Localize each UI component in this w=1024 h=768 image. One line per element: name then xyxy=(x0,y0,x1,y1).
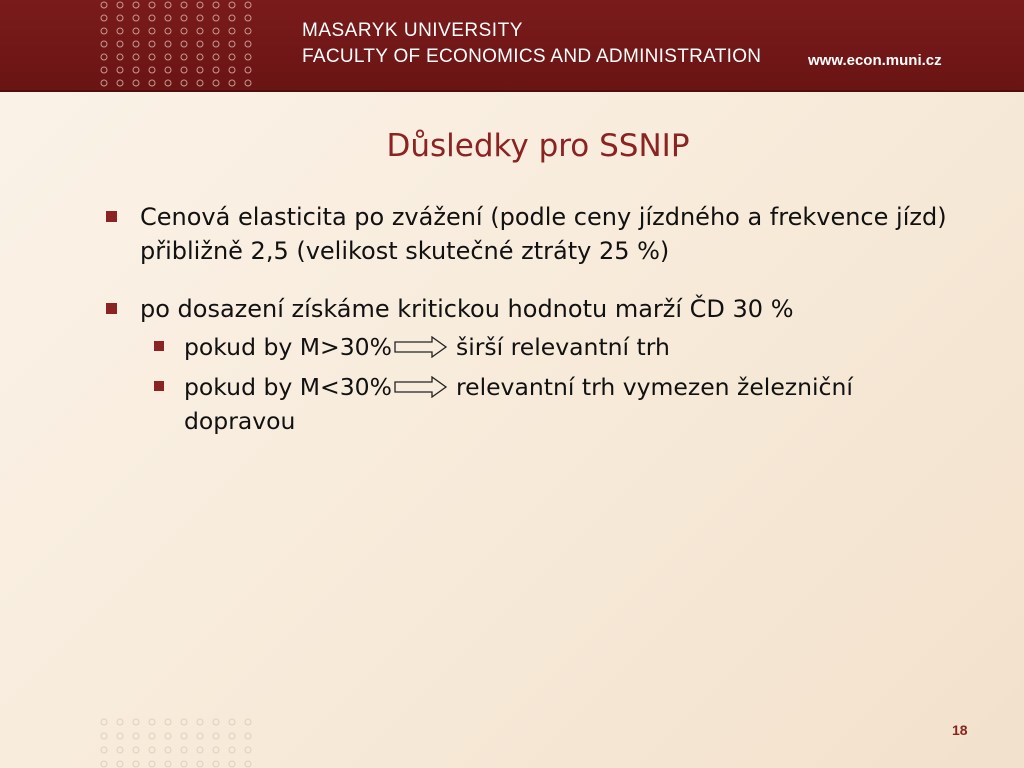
page-number: 18 xyxy=(952,722,968,738)
bullet-item xyxy=(100,200,960,268)
square-bullet-icon xyxy=(106,303,117,314)
right-arrow-icon xyxy=(394,376,448,398)
university-name: MASARYK UNIVERSITY xyxy=(302,20,523,41)
square-bullet-icon xyxy=(106,211,117,222)
bullet-text: Cenová elasticita po zvážení (podle ceny jízdného a frekvence jízd) přibližně 2,5 (velikost skutečné ztráty 25 %) xyxy=(140,203,947,265)
bullet-list xyxy=(100,200,960,444)
sub-bullet-item xyxy=(146,370,960,438)
bullet-text: po dosazení získáme kritickou hodnotu marží ČD 30 % xyxy=(140,295,794,323)
sub-bullet-result: širší relevantní trh xyxy=(455,333,670,361)
sub-bullet-item xyxy=(146,330,960,364)
header-bar xyxy=(0,0,1024,92)
slide-title: Důsledky pro SSNIP xyxy=(386,128,690,164)
square-bullet-icon xyxy=(154,381,164,391)
sub-bullet-condition: pokud by M<30% xyxy=(184,373,392,401)
bullet-item xyxy=(100,292,960,326)
dot-pattern-decoration xyxy=(98,716,263,768)
sub-bullet-result: relevantní trh vymezen železniční dopravou xyxy=(184,373,853,435)
right-arrow-icon xyxy=(394,336,448,358)
faculty-name: FACULTY OF ECONOMICS AND ADMINISTRATION xyxy=(302,46,762,67)
square-bullet-icon xyxy=(154,341,164,351)
dot-pattern-decoration xyxy=(98,0,263,90)
website-link[interactable]: www.econ.muni.cz xyxy=(808,52,942,69)
sub-bullet-condition: pokud by M>30% xyxy=(184,333,392,361)
